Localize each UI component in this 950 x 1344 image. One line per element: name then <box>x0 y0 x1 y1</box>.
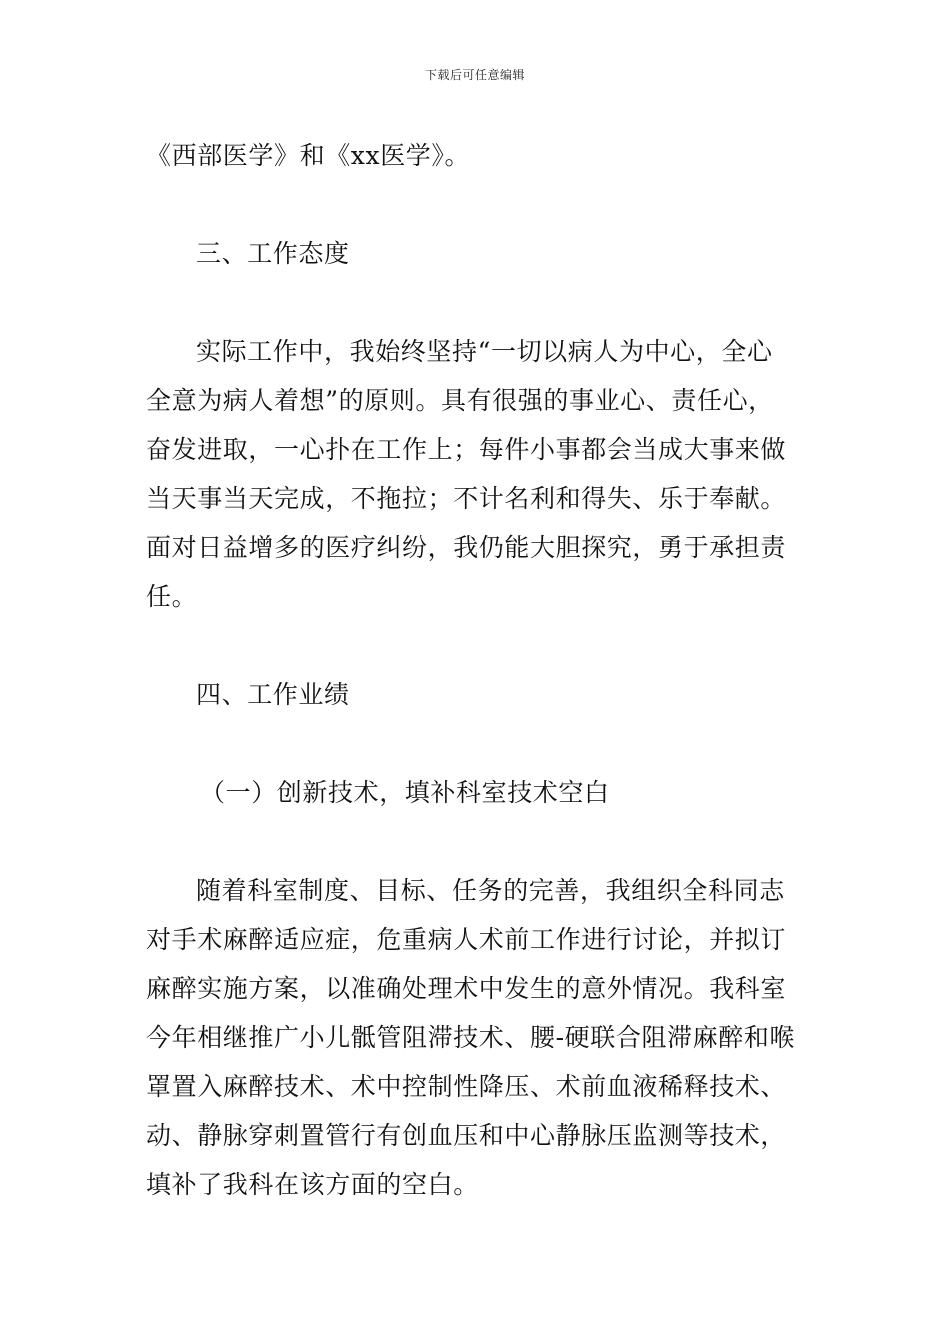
paragraph-line: 麻醉实施方案，以准确处理术中发生的意外情况。我科室 <box>146 974 787 1003</box>
paragraph-line: 任。 <box>146 582 198 611</box>
paragraph-line: 罩置入麻醉技术、术中控制性降压、术前血液稀释技术、 <box>146 1072 787 1101</box>
continuation-line: 《西部医学》和《xx医学》。 <box>146 141 471 170</box>
paragraph-line: 动、静脉穿刺置管行有创血压和中心静脉压监测等技术， <box>146 1121 787 1150</box>
section-heading-work-attitude: 三、工作态度 <box>196 239 350 268</box>
paragraph-line: 奋发进取，一心扑在工作上；每件小事都会当成大事来做 <box>146 435 787 464</box>
paragraph-line: 对手术麻醉适应症，危重病人术前工作进行讨论，并拟订 <box>146 925 787 954</box>
page-header: 下载后可任意编辑 <box>424 68 525 82</box>
paragraph-line: 当天事当天完成，不拖拉；不计名利和得失、乐于奉献。 <box>146 484 787 513</box>
subsection-heading: （一）创新技术，填补科室技术空白 <box>200 778 610 807</box>
paragraph-line: 今年相继推广小儿骶管阻滞技术、腰-硬联合阻滞麻醉和喉 <box>146 1023 796 1052</box>
paragraph-line: 全意为病人着想”的原则。具有很强的事业心、责任心， <box>146 386 774 415</box>
paragraph-line: 填补了我科在该方面的空白。 <box>146 1170 479 1199</box>
document-body <box>146 131 812 1209</box>
paragraph-line: 面对日益增多的医疗纠纷，我仍能大胆探究，勇于承担责 <box>146 533 787 562</box>
section-heading-work-achievements: 四、工作业绩 <box>196 680 350 709</box>
paragraph-line: 随着科室制度、目标、任务的完善，我组织全科同志 <box>196 876 785 905</box>
paragraph-line: 实际工作中，我始终坚持“一切以病人为中心，全心 <box>196 337 773 366</box>
